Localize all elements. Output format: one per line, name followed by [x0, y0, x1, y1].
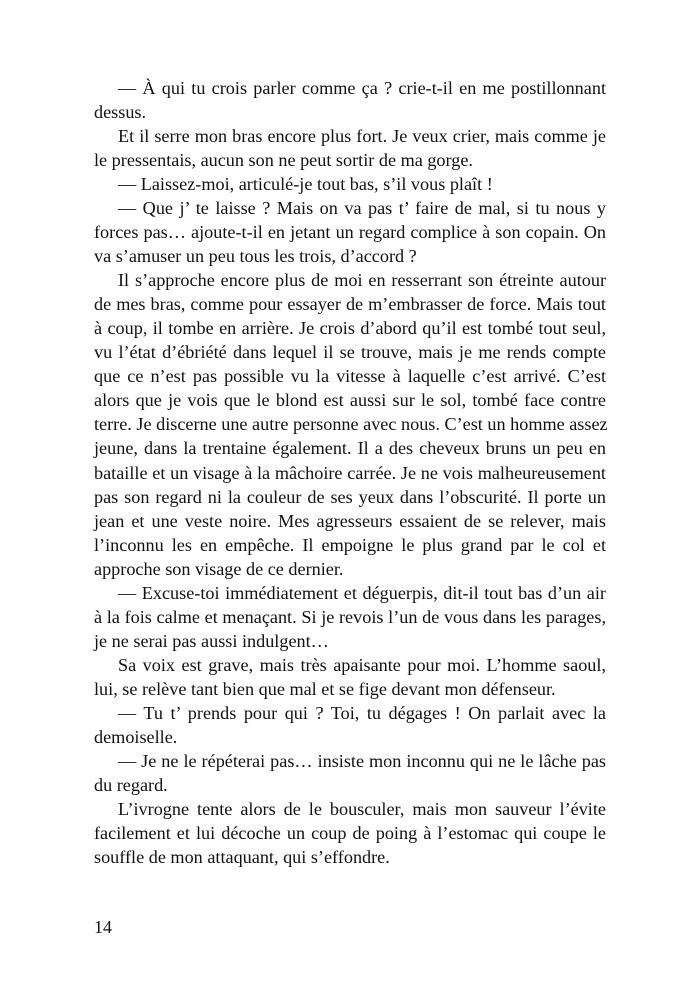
page-number: 14: [94, 917, 112, 937]
text-line: que ce n’est pas possible vu la vitesse à laquelle c’est arrivé. C’est: [94, 366, 606, 387]
text-line: alors que je vois que le blond est aussi sur le sol, tombé face contre: [94, 390, 606, 411]
text-line: — Tu t’ prends pour qui ? Toi, tu dégages ! On parlait avec la: [118, 702, 606, 723]
text-line: — Que j’ te laisse ? Mais on va pas t’ faire de mal, si tu nous y: [118, 198, 606, 219]
text-line: jean et une veste noire. Mes agresseurs essaient de se relever, mais: [94, 510, 606, 531]
paragraph: [94, 581, 606, 653]
text-line: vu l’état d’ébriété dans lequel il se trouve, mais je me rends compte: [94, 342, 606, 363]
text-line: — Excuse-toi immédiatement et déguerpis, dit-il tout bas d’un air: [118, 582, 606, 603]
text-line: dessus.: [94, 102, 147, 123]
text-line: bataille et un visage à la mâchoire carrée. Je ne vois malheureusement: [94, 462, 606, 483]
text-line: lui, se relève tant bien que mal et se fige devant mon défenseur.: [94, 678, 556, 699]
text-line: du regard.: [94, 774, 168, 795]
text-line: va s’amuser un peu tous les trois, d’accord ?: [94, 246, 417, 267]
text-line: — Laissez-moi, articulé-je tout bas, s’il vous plaît !: [118, 174, 493, 195]
text-line: Sa voix est grave, mais très apaisante pour moi. L’homme saoul,: [118, 654, 606, 675]
text-line: jeune, dans la trentaine également. Il a des cheveux bruns un peu en: [94, 438, 606, 459]
text-line: à la fois calme et menaçant. Si je revois l’un de vous dans les parages,: [94, 606, 606, 627]
text-line: Et il serre mon bras encore plus fort. Je veux crier, mais comme je: [118, 126, 606, 147]
text-line: à coup, il tombe en arrière. Je crois d’abord qu’il est tombé tout seul,: [94, 318, 606, 339]
page-body: [94, 76, 606, 869]
paragraph: [94, 172, 606, 196]
text-line: approche son visage de ce dernier.: [94, 558, 344, 579]
text-line: terre. Je discerne une autre personne avec nous. C’est un homme assez: [94, 414, 608, 435]
text-line: Il s’approche encore plus de moi en resserrant son étreinte autour: [118, 270, 606, 291]
paragraph: [94, 124, 606, 172]
paragraph: [94, 268, 606, 580]
text-line: pas son regard ni la couleur de ses yeux dans l’obscurité. Il porte un: [94, 486, 606, 507]
text-line: le pressentais, aucun son ne peut sortir de ma gorge.: [94, 150, 473, 171]
text-line: je ne serai pas aussi indulgent…: [94, 630, 329, 651]
text-line: l’inconnu les en empêche. Il empoigne le plus grand par le col et: [94, 534, 606, 555]
paragraph: [94, 196, 606, 268]
text-line: demoiselle.: [94, 726, 178, 747]
text-line: — À qui tu crois parler comme ça ? crie-t-il en me postillonnant: [118, 78, 606, 98]
text-line: forces pas… ajoute-t-il en jetant un regard complice à son copain. On: [94, 222, 606, 243]
text-line: souffle de mon attaquant, qui s’effondre.: [94, 847, 390, 867]
paragraph: [94, 76, 606, 124]
text-line: — Je ne le répéterai pas… insiste mon inconnu qui ne le lâche pas: [118, 750, 606, 771]
paragraph: [94, 797, 606, 869]
paragraph: [94, 749, 606, 797]
text-line: de mes bras, comme pour essayer de m’embrasser de force. Mais tout: [94, 294, 606, 315]
text-line: facilement et lui décoche un coup de poing à l’estomac qui coupe le: [94, 822, 606, 843]
text-line: L’ivrogne tente alors de le bousculer, mais mon sauveur l’évite: [118, 798, 606, 819]
paragraph: [94, 701, 606, 749]
paragraph: [94, 653, 606, 701]
